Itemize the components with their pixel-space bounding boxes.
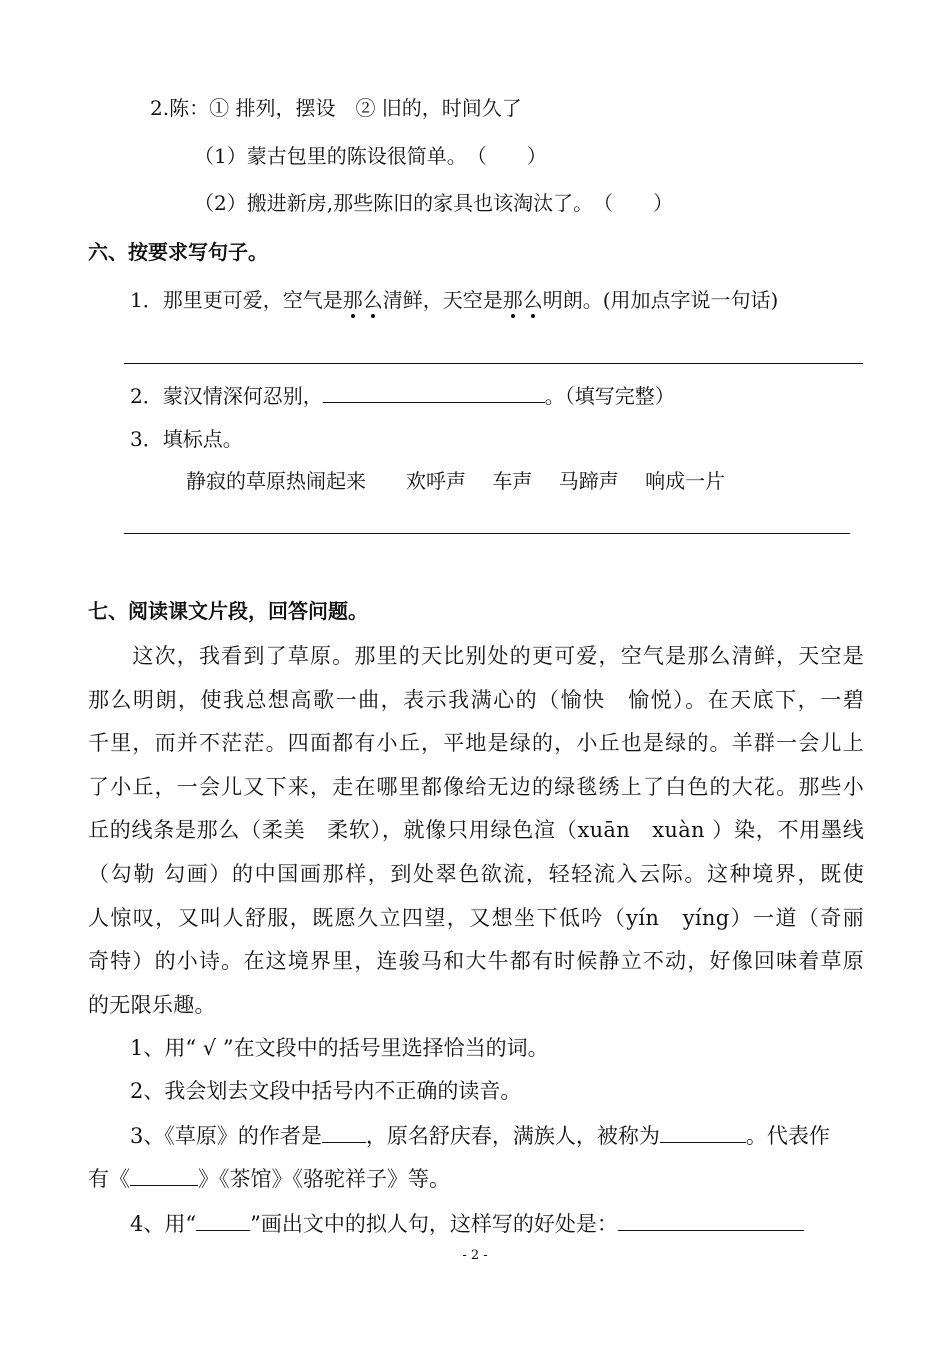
dotted-char: 么 xyxy=(362,288,383,312)
section7-q2: 2、我会划去文段中括号内不正确的读音。 xyxy=(88,1079,522,1103)
q5-item2-sub1: （1）蒙古包里的陈设很简单。 （ ） xyxy=(194,144,547,168)
section7-q3 xyxy=(88,1120,830,1150)
passage-line: 人惊叹，又叫人舒服，既愿久立四望，又想坐下低吟（yín yíng）一道（奇丽 xyxy=(88,905,864,930)
q5-item2-definition: 2.陈：① 排列，摆设 ② 旧的，时间久了 xyxy=(150,96,522,120)
section6-item3-label: 3．填标点。 xyxy=(130,427,243,451)
q3-part-e: 》《茶馆》《骆驼祥子》等。 xyxy=(198,1167,450,1191)
q4-part-b: ”画出文中的拟人句，这样写的好处是： xyxy=(250,1212,618,1236)
q3-part-c: 。代表作 xyxy=(745,1124,830,1148)
section6-item2 xyxy=(130,380,675,410)
answer-line-item1[interactable] xyxy=(124,363,863,364)
q3-work-blank[interactable] xyxy=(130,1163,198,1186)
item1-part-c: 明朗。(用加点字说一句话) xyxy=(542,288,779,312)
section7-heading: 七、阅读课文片段，回答问题。 xyxy=(88,599,368,623)
section6-item1 xyxy=(130,286,778,314)
item2-blank[interactable] xyxy=(323,380,545,403)
q3-part-a: 3、《草原》的作者是 xyxy=(88,1124,322,1148)
section7-q4 xyxy=(88,1208,804,1238)
dotted-char: 么 xyxy=(522,288,543,312)
passage-line: 的无限乐趣。 xyxy=(88,992,216,1017)
passage-line: 千里，而并不茫茫。四面都有小丘，平地是绿的，小丘也是绿的。羊群一会儿上 xyxy=(88,731,864,756)
passage-line: 这次，我看到了草原。那里的天比别处的更可爱，空气是那么清鲜，天空是 xyxy=(88,644,864,668)
item1-part-b: 清鲜，天空是 xyxy=(382,288,503,312)
passage-line: 那么明朗，使我总想高歌一曲，表示我满心的（愉快 愉悦）。在天底下，一碧 xyxy=(88,687,864,712)
section6-heading: 六、按要求写句子。 xyxy=(88,240,268,264)
item2-suffix: 。（填写完整） xyxy=(544,384,675,408)
passage-line: 奇特）的小诗。在这境界里，连骏马和大牛都有时候静立不动，好像回味着草原 xyxy=(88,949,864,974)
page-number: - 2 - xyxy=(462,1248,488,1263)
section7-q1: 1、用“ √ ”在文段中的括号里选择恰当的词。 xyxy=(88,1036,549,1060)
q4-answer-blank[interactable] xyxy=(618,1208,804,1231)
q5-item2-sub2: （2）搬进新房,那些陈旧的家具也该淘汰了。 （ ） xyxy=(194,191,674,215)
q3-part-d: 有《 xyxy=(88,1167,130,1191)
section6-item3-sentence: 静寂的草原热闹起来 欢呼声 车声 马蹄声 响成一片 xyxy=(186,469,726,493)
passage-line: 了小丘，一会儿又下来，走在哪里都像给无边的绿毯绣上了白色的大花。那些小 xyxy=(88,774,864,799)
item1-part-a: 1．那里更可爱，空气是 xyxy=(130,288,343,312)
dotted-char: 那 xyxy=(502,288,523,312)
q4-underline-sample xyxy=(196,1208,250,1231)
q3-part-b: ，原名舒庆春，满族人，被称为 xyxy=(365,1124,660,1148)
passage-line: 丘的线条是那么（柔美 柔软），就像只用绿色渲（xuān xuàn ）染，不用墨线 xyxy=(88,818,864,843)
section7-q3-cont xyxy=(88,1163,450,1193)
dotted-char: 那 xyxy=(342,288,363,312)
q3-author-blank[interactable] xyxy=(322,1120,366,1143)
answer-line-item3[interactable] xyxy=(124,533,850,534)
q3-title-blank[interactable] xyxy=(660,1120,746,1143)
reading-passage xyxy=(88,635,864,1027)
item2-prefix: 2．蒙汉情深何忍别， xyxy=(130,384,323,408)
passage-line: （勾勒 勾画）的中国画那样，到处翠色欲流，轻轻流入云际。这种境界，既使 xyxy=(88,861,864,886)
q4-part-a: 4、用“ xyxy=(88,1212,197,1236)
